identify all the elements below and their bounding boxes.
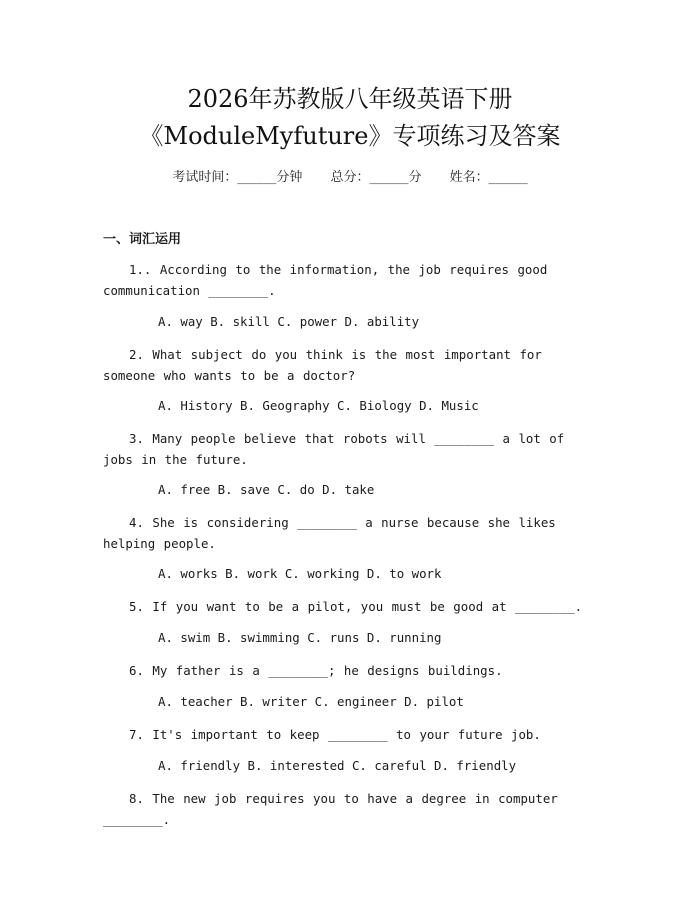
document-title-line2: 《ModuleMyfuture》专项练习及答案 (139, 122, 561, 150)
question-2: 2. What subject do you think is the most important for someone who wants to be a doctor? (103, 347, 542, 383)
exam-time-field: 考试时间：______分钟 (172, 170, 303, 185)
question-1: 1.. According to the information, the job requires good communication ________. (103, 262, 548, 298)
question-5: 5. If you want to be a pilot, you must be good at ________. (129, 599, 583, 614)
question-3: 3. Many people believe that robots will ________ a lot of jobs in the future. (103, 431, 565, 467)
question-7: 7. It's important to keep ________ to your future job. (129, 727, 541, 742)
question-3-options: A. free B. save C. do D. take (158, 482, 375, 497)
question-2-options: A. History B. Geography C. Biology D. Music (158, 398, 479, 413)
question-7-options: A. friendly B. interested C. careful D. friendly (158, 758, 517, 773)
question-5-options: A. swim B. swimming C. runs D. running (158, 630, 442, 645)
exam-meta (0, 168, 700, 188)
question-4: 4. She is considering ________ a nurse because she likes helping people. (103, 515, 556, 551)
question-1-options: A. way B. skill C. power D. ability (158, 314, 420, 329)
section-heading-vocabulary: 一、词汇运用 (103, 232, 182, 247)
question-4-options: A. works B. work C. working D. to work (158, 566, 442, 581)
question-6: 6. My father is a ________; he designs buildings. (129, 663, 503, 678)
question-6-options: A. teacher B. writer C. engineer D. pilot (158, 694, 464, 709)
total-score-field: 总分：______分 (330, 170, 422, 185)
student-name-field: 姓名：______ (449, 170, 528, 185)
question-8: 8. The new job requires you to have a degree in computer ________. (103, 791, 558, 827)
document-title-line1: 2026年苏教版八年级英语下册 (187, 85, 513, 113)
